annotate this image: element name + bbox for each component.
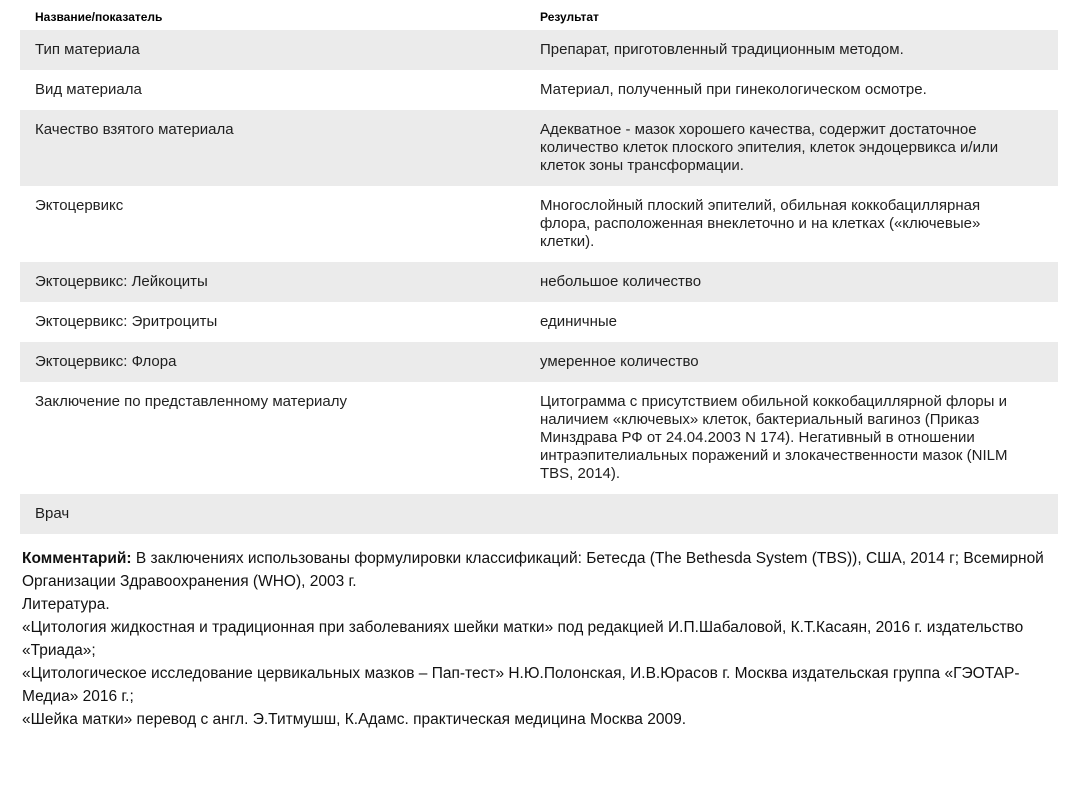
column-header-name: Название/показатель bbox=[35, 10, 163, 24]
comment-label: Комментарий: bbox=[22, 550, 132, 567]
table-row bbox=[20, 110, 1058, 186]
table-row bbox=[20, 70, 1058, 110]
comment-paragraph bbox=[22, 547, 1058, 593]
row-result: Адекватное - мазок хорошего качества, содержит достаточное количество клеток плоского эпителия, клеток эндоцервикса и/или клеток зоны трансформации. bbox=[540, 121, 999, 174]
row-result: Многослойный плоский эпителий, обильная коккобациллярная флора, расположенная внеклеточно и на клетках («ключевые» клетки). bbox=[540, 197, 981, 250]
table-row bbox=[20, 302, 1058, 342]
row-result: небольшое количество bbox=[540, 273, 702, 290]
row-label: Вид материала bbox=[35, 81, 142, 98]
row-result: единичные bbox=[540, 313, 618, 330]
row-label: Врач bbox=[35, 505, 70, 522]
row-result: Материал, полученный при гинекологическом осмотре. bbox=[540, 81, 927, 98]
comment-line-reference-1: «Цитология жидкостная и традиционная при заболеваниях шейки матки» под редакцией И.П.Шабаловой, К.Т.Касаян, 2016 г. издательство «Триада»; bbox=[22, 619, 1024, 659]
comment-line-reference-3: «Шейка матки» перевод с англ. Э.Титмушш, К.Адамс. практическая медицина Москва 2009. bbox=[22, 711, 687, 728]
row-label: Качество взятого материала bbox=[35, 121, 234, 138]
column-header-result: Результат bbox=[540, 10, 599, 24]
table-row bbox=[20, 262, 1058, 302]
comment-section bbox=[22, 547, 1058, 731]
table-row bbox=[20, 494, 1058, 534]
row-label: Заключение по представленному материалу bbox=[35, 393, 348, 410]
table-row bbox=[20, 186, 1058, 262]
row-result: Цитограмма с присутствием обильной коккобациллярной флоры и наличием «ключевых» клеток, бактериальный вагиноз (Приказ Минздрава РФ от 24.04.2003 N 174). Негативный в отношении интраэпителиальных поражений и злокачественности мазок (NILM TBS, 2014). bbox=[540, 393, 1008, 482]
row-result: умеренное количество bbox=[540, 353, 699, 370]
row-label: Эктоцервикс: Эритроциты bbox=[35, 313, 218, 330]
report-table-body bbox=[20, 30, 1058, 534]
row-label: Тип материала bbox=[35, 41, 140, 58]
table-header-row bbox=[20, 2, 1058, 30]
comment-line-reference-2: «Цитологическое исследование цервикальных мазков – Пап-тест» Н.Ю.Полонская, И.В.Юрасов г. Москва издательская группа «ГЭОТАР-Медиа» 2016 г.; bbox=[22, 665, 1020, 705]
table-row bbox=[20, 342, 1058, 382]
report-table bbox=[20, 2, 1058, 534]
table-row bbox=[20, 382, 1058, 494]
comment-text: В заключениях использованы формулировки классификаций: Бетесда (The Bethesda System (TBS)), США, 2014 г; Всемирной Организации Здравоохранения (WHO), 2003 г. bbox=[22, 550, 1044, 590]
row-label: Эктоцервикс: Лейкоциты bbox=[35, 273, 208, 290]
row-label: Эктоцервикс: Флора bbox=[35, 353, 177, 370]
row-result: Препарат, приготовленный традиционным методом. bbox=[540, 41, 904, 58]
row-label: Эктоцервикс bbox=[35, 197, 124, 214]
row-result bbox=[540, 494, 1058, 534]
table-row bbox=[20, 30, 1058, 70]
comment-line-literature: Литература. bbox=[22, 596, 110, 613]
